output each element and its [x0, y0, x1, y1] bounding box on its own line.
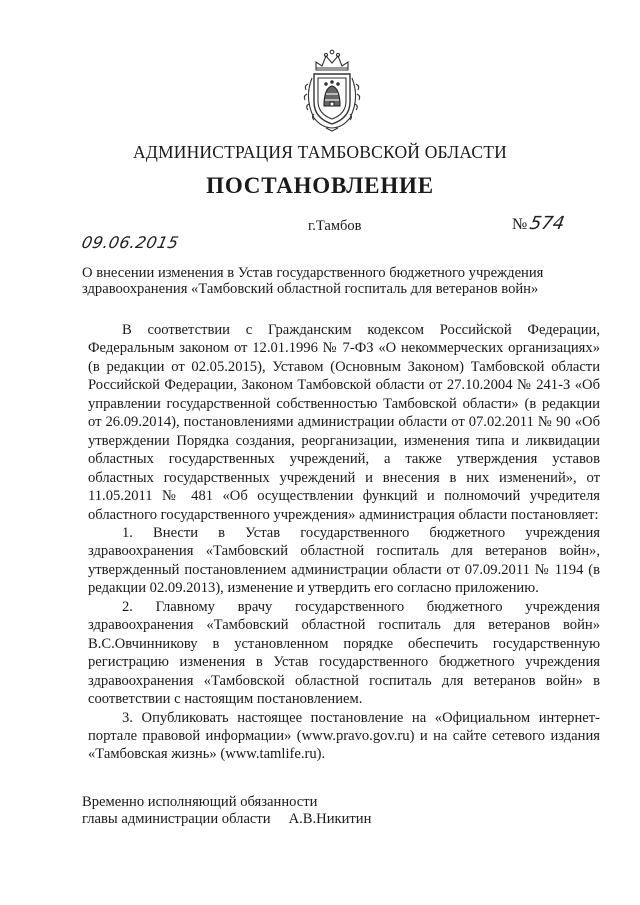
document-body — [88, 321, 600, 764]
document-subject: О внесении изменения в Устав государственного бюджетного учреждения здравоохранения «Тамбовский областной госпиталь для ветеранов войн» — [82, 265, 544, 297]
handwritten-document-number: 574 — [528, 213, 567, 234]
handwritten-date: 09.06.2015 — [79, 233, 181, 252]
preamble-paragraph: В соответствии с Гражданским кодексом Российской Федерации, Федеральным законом от 12.01.1996 № 7-ФЗ «О некоммерческих организациях» (в редакции от 02.05.2015), Уставом (Основным Законом) Тамбовской области Российской Федерации, Законом Тамбовской области от 27.10.2004 № 241-З «Об управлении государственной собственностью Тамбовской области» (в редакции от 26.09.2014), постановлениями администрации области от 07.02.2011 № 90 «Об утверждении Порядка создания, реорганизации, изменения типа и ликвидации областных государственных учреждений, а также утверждения уставов областных государственных учреждений и внесения в них изменений», от 11.05.2011 № 481 «Об осуществлении функций и полномочий учредителя областного государственного учреждения» администрация области постановляет: — [88, 322, 600, 523]
clause-3-paragraph: 3. Опубликовать настоящее постановление на «Официальном интернет-портале правовой информации» (www.pravo.gov.ru) и на сайте сетевого издания «Тамбовская жизнь» (www.tamlife.ru). — [88, 709, 600, 763]
clause-2-paragraph: 2. Главному врачу государственного бюджетного учреждения здравоохранения «Тамбовский областной госпиталь для ветеранов войн» В.С.Овчинникову в установленном порядке обеспечить государственную регистрацию изменения в Устав государственного бюджетного учреждения здравоохранения «Тамбовской областной госпиталь для ветеранов войн» в соответствии с настоящим постановлением. — [88, 598, 600, 708]
document-type-title: ПОСТАНОВЛЕНИЕ — [206, 173, 434, 198]
number-label: № — [512, 216, 528, 233]
city-label: г.Тамбов — [308, 218, 362, 234]
signature-block — [82, 794, 371, 828]
signatory-position-line1: Временно исполняющий обязанности — [82, 794, 318, 810]
tambov-coat-of-arms-icon — [300, 48, 364, 132]
signatory-position-line2 — [82, 811, 371, 828]
signatory-position: главы администрации области — [82, 811, 271, 827]
organization-title: АДМИНИСТРАЦИЯ ТАМБОВСКОЙ ОБЛАСТИ — [133, 142, 507, 162]
clause-1-paragraph: 1. Внести в Устав государственного бюджетного учреждения здравоохранения «Тамбовский областной госпиталь для ветеранов войн», утвержденный постановлением администрации области от 07.09.2011 № 1194 (в редакции 02.09.2013), изменение и утвердить его согласно приложению. — [88, 524, 600, 597]
signatory-name: А.В.Никитин — [288, 811, 372, 827]
